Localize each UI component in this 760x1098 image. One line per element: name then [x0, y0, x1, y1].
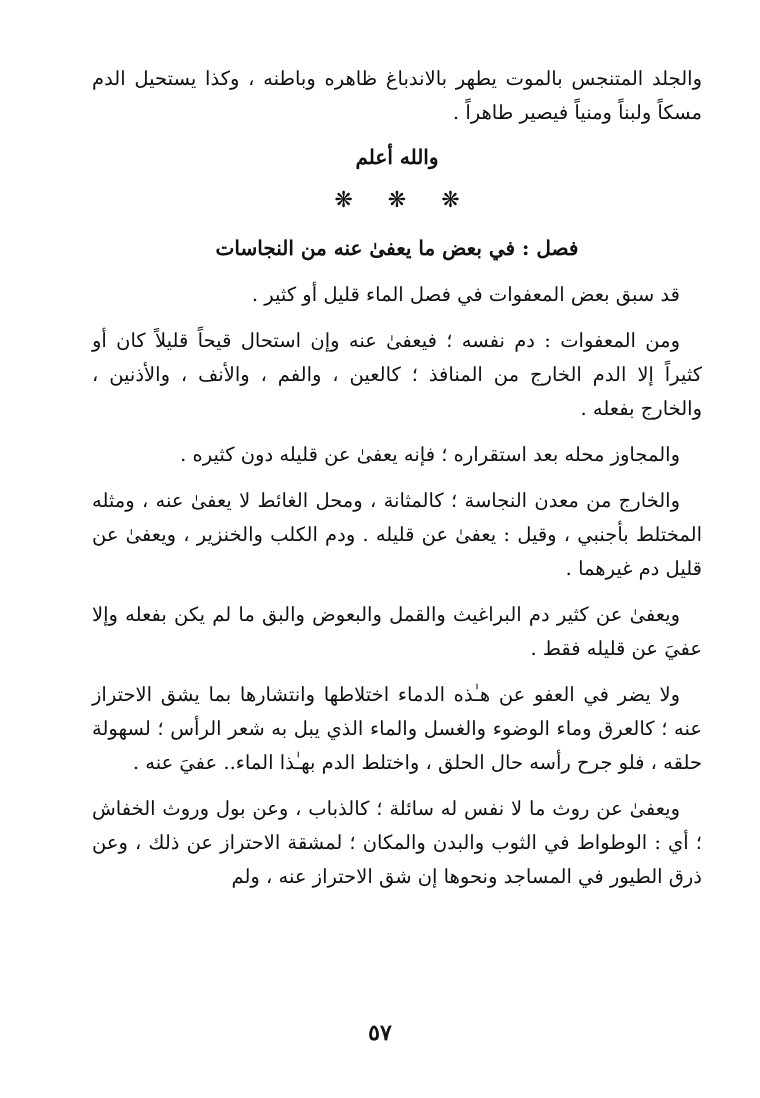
intro-line-1: والجلد المتنجس بالموت يطهر بالاندباغ ظاهره وباطنه ، وكذا يستحيل	[134, 67, 702, 90]
separator-star-2: ❋	[387, 188, 407, 213]
separator-star-1: ❋	[334, 188, 353, 213]
intro-line-2: الدم مسكاً ولبناً ومنياً فيصير طاهراً .	[92, 67, 702, 124]
paragraph-7: ويعفىٰ عن روث ما لا نفس له سائلة ؛ كالذباب ، وعن بول وروث الخفاش ؛ أي : الوطواط في الثوب والبدن والمكان ؛ لمشقة الاحتراز عن ذلك ، وعن ذرق الطيور في المساجد ونحوها إن شق الاحتراز عنه ، ولم	[92, 797, 702, 888]
paragraph-4: والخارج من معدن النجاسة ؛ كالمثانة ، ومحل الغائط لا يعفىٰ عنه ، ومثله المختلط بأجنبي ، وقيل : يعفىٰ عن قليله . ودم الكلب والخنزير ، ويعفىٰ عن قليل دم غيرهما .	[92, 489, 702, 580]
section-heading: فصل : في بعض ما يعفىٰ عنه من النجاسات	[215, 236, 579, 260]
paragraph-6: ولا يضر في العفو عن هـٰذه الدماء اختلاطها وانتشارها بما يشق الاحتراز عنه ؛ كالعرق وماء الوضوء والغسل والماء الذي يبل به شعر الرأس ؛ لسهولة حلقه ، فلو جرح رأسه حال الحلق ، واختلط الدم بهـٰذا الماء.. عفيَ عنه .	[92, 683, 702, 774]
page-number: ٥٧	[368, 1020, 392, 1046]
paragraph-1: قد سبق بعض المعفوات في فصل الماء قليل أو كثير .	[251, 283, 680, 306]
intro-paragraph	[92, 62, 702, 130]
separator-ornament	[92, 186, 702, 216]
paragraph-3: والمجاوز محله بعد استقراره ؛ فإنه يعفىٰ عن قليله دون كثيره .	[180, 443, 680, 466]
page-body	[92, 62, 702, 894]
closing-phrase: والله أعلم	[355, 145, 439, 169]
paragraph-5: ويعفىٰ عن كثير دم البراغيث والقمل والبعوض والبق ما لم يكن بفعله وإلا عفيَ عن قليله فقط .	[92, 603, 702, 660]
paragraph-2: ومن المعفوات : دم نفسه ؛ فيعفىٰ عنه وإن استحال قيحاً قليلاً كان أو كثيراً إلا الدم الخارج من المنافذ ؛ كالعين ، والفم ، والأنف ، والأذنين ، والخارج بفعله .	[92, 329, 702, 420]
separator-star-3: ❋	[441, 188, 460, 213]
